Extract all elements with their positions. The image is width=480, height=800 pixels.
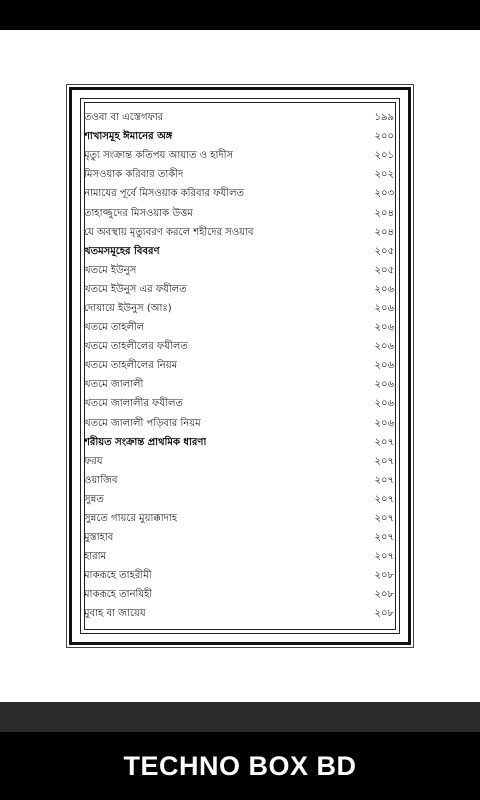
toc-entry-title: খতমে জালালী <box>84 379 144 391</box>
banner-text: TECHNO BOX BD <box>123 750 357 781</box>
toc-entry <box>84 147 396 166</box>
toc-entry-page: ২০৬ <box>374 398 394 410</box>
toc-entry <box>84 491 396 510</box>
toc-entry <box>84 605 396 624</box>
toc-entry-page: ২০৭ <box>374 474 394 486</box>
toc-entry-page: ২০৬ <box>374 302 394 314</box>
toc-entry-page: ২০৬ <box>374 360 394 372</box>
toc-entry-page: ২০৬ <box>374 341 394 353</box>
toc-entry-title: খতমে ইউনুস এর ফযীলত <box>84 283 187 295</box>
toc-entry <box>84 224 396 243</box>
toc-entry-title: ফরয <box>84 455 103 467</box>
toc-entry-page: ২০৮ <box>374 608 394 620</box>
toc-entry-title: ওয়াজিব <box>84 474 118 486</box>
toc-entry-title: খতমে জালালী পড়িবার নিয়ম <box>84 417 201 429</box>
toc-entry <box>84 243 396 262</box>
toc-entry-page: ২০৪ <box>374 207 394 219</box>
toc-entry-page: ২০৮ <box>374 570 394 582</box>
toc-entry-title: সুন্নত <box>84 493 104 505</box>
toc-entry-title: খতমে ইউনুস <box>84 264 137 276</box>
toc-entry <box>84 415 396 434</box>
toc-entry-page: ২০৬ <box>374 283 394 295</box>
toc-entry <box>84 376 396 395</box>
toc-entry-page: ২০৬ <box>374 417 394 429</box>
toc-entry <box>84 567 396 586</box>
toc-entry-page: ২০২ <box>374 169 394 181</box>
toc-entry <box>84 300 396 319</box>
toc-entry-page: ২০৭ <box>374 436 394 448</box>
toc-entry-page: ২০৫ <box>374 245 394 257</box>
toc-entry-page: ২০৩ <box>374 188 394 200</box>
table-of-contents <box>84 109 396 625</box>
toc-entry-title: দোয়ায়ে ইউনুস (আঃ) <box>84 302 172 314</box>
toc-entry-title: নামাযের পূর্বে মিসওয়াক করিবার ফযীলত <box>84 188 245 200</box>
toc-entry-title: শরীয়ত সংক্রান্ত প্রাথমিক ধারণা <box>84 436 207 448</box>
toc-entry <box>84 166 396 185</box>
toc-entry <box>84 109 396 128</box>
toc-entry-title: খতমে জালালীর ফযীলত <box>84 398 183 410</box>
toc-entry <box>84 128 396 147</box>
toc-entry <box>84 434 396 453</box>
toc-entry-title: তওবা বা এস্তেগফার <box>84 112 164 124</box>
toc-entry-page: ১৯৯ <box>374 112 394 124</box>
toc-entry <box>84 185 396 204</box>
toc-entry-page: ২০৬ <box>374 379 394 391</box>
toc-entry-page: ২০৭ <box>374 493 394 505</box>
toc-entry <box>84 529 396 548</box>
toc-entry-title: শাখাসমূহ ঈমানের অঙ্গ <box>84 131 173 143</box>
toc-entry-page: ২০৭ <box>374 455 394 467</box>
toc-entry <box>84 357 396 376</box>
toc-entry-page: ২০৭ <box>374 532 394 544</box>
toc-entry-page: ২০৭ <box>374 513 394 525</box>
toc-entry <box>84 548 396 567</box>
toc-entry-title: মৃত্যু সংক্রান্ত কতিপয় আয়াত ও হাদীস <box>84 150 234 162</box>
toc-entry <box>84 281 396 300</box>
toc-entry-title: খতমে তাহলীলের ফযীলত <box>84 341 188 353</box>
toc-entry-title: মাকরূহে তাহরীমী <box>84 570 152 582</box>
toc-entry <box>84 395 396 414</box>
bottom-bar <box>0 702 480 732</box>
toc-entry-title: মুবাহ বা জায়েয <box>84 608 146 620</box>
ad-banner[interactable] <box>0 732 480 800</box>
toc-entry-title: মুস্তাহাব <box>84 532 114 544</box>
toc-entry <box>84 319 396 338</box>
toc-entry-title: খতমে তাহলীলের নিয়ম <box>84 360 178 372</box>
toc-entry <box>84 472 396 491</box>
toc-entry-title: মাকরূহে তানযিহী <box>84 589 153 601</box>
toc-entry <box>84 338 396 357</box>
toc-entry-page: ২০৫ <box>374 264 394 276</box>
toc-entry <box>84 510 396 529</box>
toc-entry-title: খতমে তাহলীল <box>84 322 145 334</box>
toc-entry-page: ২০০ <box>374 131 394 143</box>
toc-entry-page: ২০৪ <box>374 226 394 238</box>
toc-entry <box>84 262 396 281</box>
toc-entry-page: ২০১ <box>374 150 394 162</box>
toc-entry-title: তাহাজ্জুদের মিসওয়াক উত্তম <box>84 207 193 219</box>
toc-entry <box>84 586 396 605</box>
toc-entry-page: ২০৭ <box>374 551 394 563</box>
toc-entry-title: হারাম <box>84 551 107 563</box>
toc-entry-page: ২০৬ <box>374 322 394 334</box>
toc-entry-title: খতমসমূহের বিবরণ <box>84 245 160 257</box>
toc-entry-title: যে অবস্থায় মৃত্যুবরণ করলে শহীদের সওয়াব <box>84 226 254 238</box>
toc-entry <box>84 204 396 223</box>
toc-entry-title: সুন্নতে গায়রে মুয়াক্কাদাহ <box>84 513 178 525</box>
toc-entry <box>84 453 396 472</box>
toc-entry-title: মিসওয়াক করিবার তাকীদ <box>84 169 184 181</box>
toc-entry-page: ২০৮ <box>374 589 394 601</box>
status-bar <box>0 0 480 30</box>
